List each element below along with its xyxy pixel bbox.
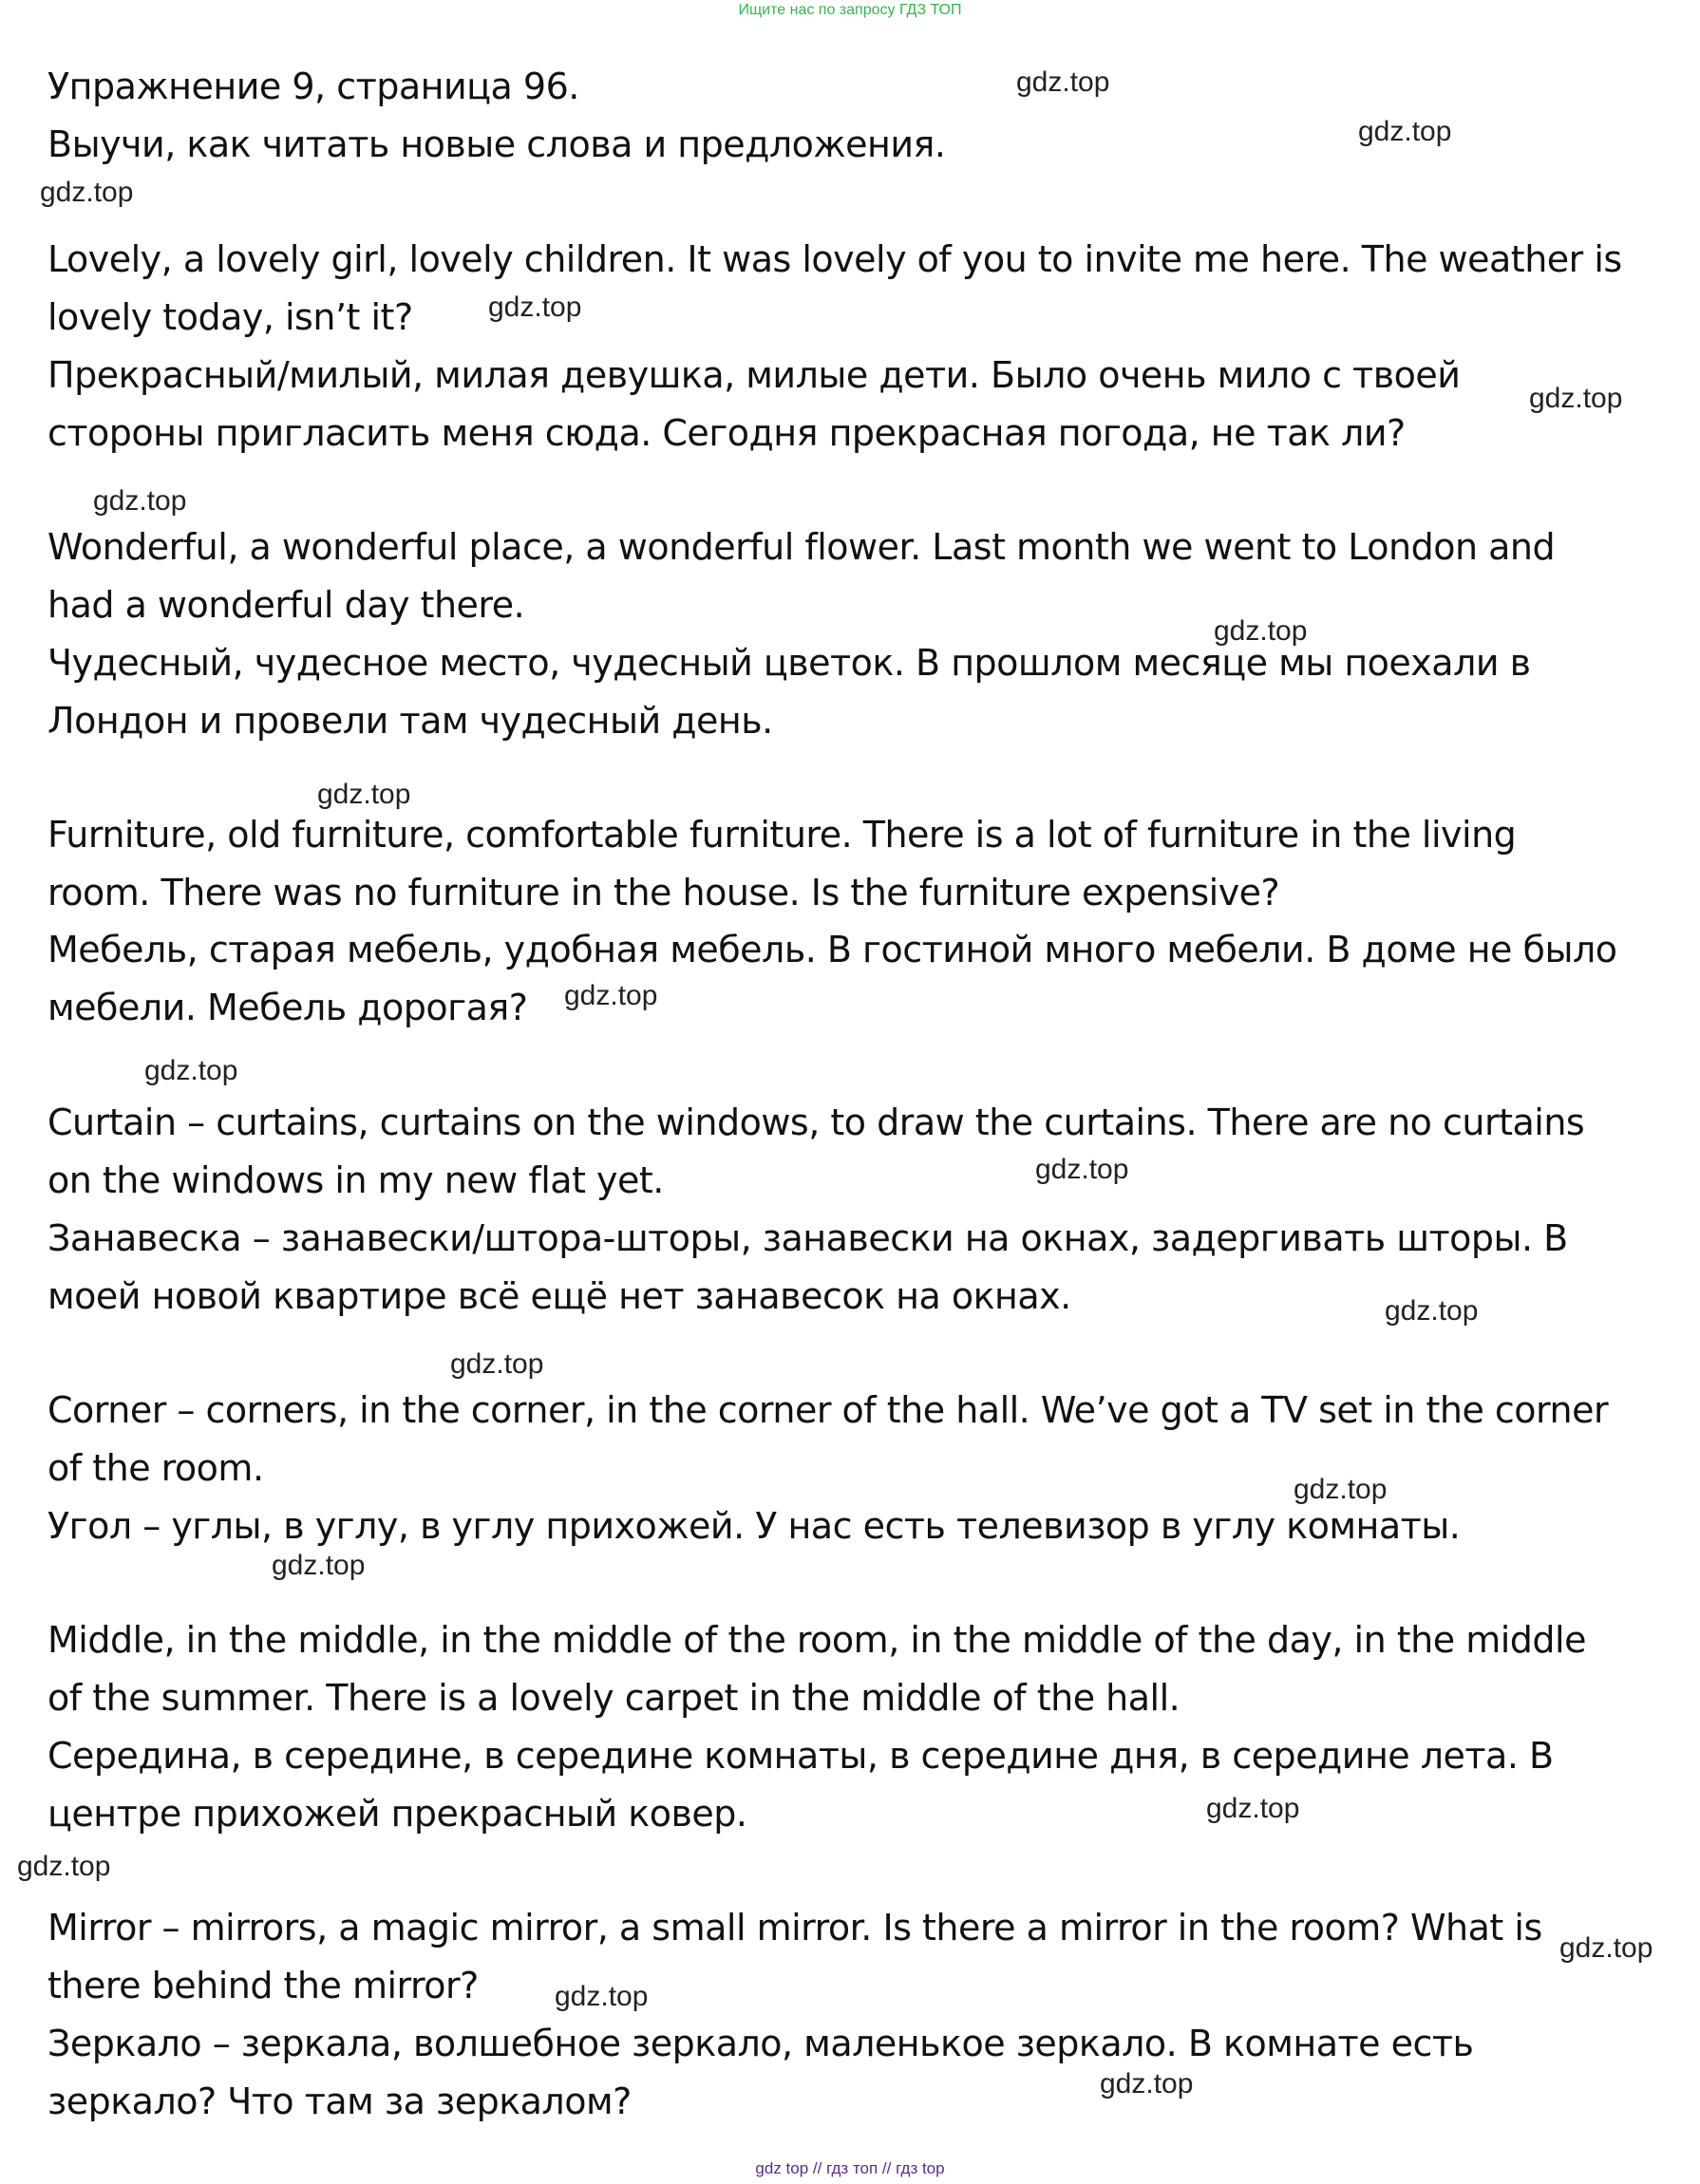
watermark: gdz.top xyxy=(17,1851,111,1882)
watermark: gdz.top xyxy=(1206,1793,1300,1824)
watermark: gdz.top xyxy=(488,292,582,323)
entry-furniture-en-line-1: Furniture, old furniture, comfortable furniture. There is a lot of furniture in the living xyxy=(47,814,1517,856)
watermark: gdz.top xyxy=(1385,1295,1479,1327)
entry-lovely-en-line-2: lovely today, isn’t it? xyxy=(47,296,413,338)
entry-furniture-ru-line-2: мебели. Мебель дорогая? xyxy=(47,987,528,1028)
watermark: gdz.top xyxy=(450,1348,544,1380)
watermark: gdz.top xyxy=(1035,1154,1129,1185)
entry-furniture-en-line-2: room. There was no furniture in the house. Is the furniture expensive? xyxy=(47,872,1280,913)
entry-lovely-en-line-1: Lovely, a lovely girl, lovely children. It was lovely of you to invite me here. The weather is xyxy=(47,238,1622,280)
entry-mirror-ru-line-2: зеркало? Что там за зеркалом? xyxy=(47,2080,632,2122)
entry-curtain-en-line-1: Curtain – curtains, curtains on the windows, to draw the curtains. There are no curtains xyxy=(47,1101,1585,1143)
bottom-footer: gdz top // гдз топ // гдз top xyxy=(755,2159,945,2177)
watermark: gdz.top xyxy=(93,485,187,517)
entry-curtain-en-line-2: on the windows in my new flat yet. xyxy=(47,1159,664,1201)
entry-middle-en-line-1: Middle, in the middle, in the middle of the room, in the middle of the day, in the middle xyxy=(47,1619,1586,1661)
entry-curtain-ru-line-1: Занавеска – занавески/штора-шторы, занавески на окнах, задергивать шторы. В xyxy=(47,1217,1568,1259)
watermark: gdz.top xyxy=(1100,2068,1194,2099)
watermark: gdz.top xyxy=(564,980,658,1011)
watermark: gdz.top xyxy=(40,177,134,208)
watermark: gdz.top xyxy=(1358,116,1452,147)
entry-lovely-ru-line-2: стороны пригласить меня сюда. Сегодня прекрасная погода, не так ли? xyxy=(47,412,1406,454)
watermark: gdz.top xyxy=(1016,66,1110,98)
entry-furniture-ru-line-1: Мебель, старая мебель, удобная мебель. В гостиной много мебели. В доме не было xyxy=(47,929,1617,970)
watermark: gdz.top xyxy=(555,1981,649,2012)
entry-mirror-en-line-1: Mirror – mirrors, a magic mirror, a small mirror. Is there a mirror in the room? What is xyxy=(47,1907,1542,1949)
entry-wonderful-ru-line-1: Чудесный, чудесное место, чудесный цветок. В прошлом месяце мы поехали в xyxy=(47,642,1531,684)
entry-curtain-ru-line-2: моей новой квартире всё ещё нет занавесок на окнах. xyxy=(47,1275,1071,1317)
entry-middle-en-line-2: of the summer. There is a lovely carpet in the middle of the hall. xyxy=(47,1677,1181,1719)
entry-middle-ru-line-1: Середина, в середине, в середине комнаты, в середине дня, в середине лета. В xyxy=(47,1735,1554,1777)
exercise-title: Упражнение 9, страница 96. xyxy=(47,66,579,107)
entry-corner-en-line-2: of the room. xyxy=(47,1447,264,1489)
top-banner: Ищите нас по запросу ГДЗ ТОП xyxy=(738,2,962,18)
entry-middle-ru-line-2: центре прихожей прекрасный ковер. xyxy=(47,1793,747,1835)
exercise-instruction: Выучи, как читать новые слова и предложения. xyxy=(47,123,946,165)
entry-mirror-ru-line-1: Зеркало – зеркала, волшебное зеркало, маленькое зеркало. В комнате есть xyxy=(47,2023,1474,2064)
entry-corner-ru-line-1: Угол – углы, в углу, в углу прихожей. У нас есть телевизор в углу комнаты. xyxy=(47,1505,1461,1547)
watermark: gdz.top xyxy=(1214,615,1308,647)
watermark: gdz.top xyxy=(1529,383,1623,414)
entry-wonderful-en-line-1: Wonderful, a wonderful place, a wonderful flower. Last month we went to London and xyxy=(47,526,1556,568)
entry-mirror-en-line-2: there behind the mirror? xyxy=(47,1965,479,2006)
entry-wonderful-en-line-2: had a wonderful day there. xyxy=(47,584,525,626)
watermark: gdz.top xyxy=(1559,1932,1653,1964)
entry-lovely-ru-line-1: Прекрасный/милый, милая девушка, милые дети. Было очень мило с твоей xyxy=(47,354,1461,396)
watermark: gdz.top xyxy=(272,1550,366,1581)
watermark: gdz.top xyxy=(1294,1474,1388,1505)
entry-wonderful-ru-line-2: Лондон и провели там чудесный день. xyxy=(47,700,773,742)
watermark: gdz.top xyxy=(144,1055,238,1086)
watermark: gdz.top xyxy=(317,779,411,810)
entry-corner-en-line-1: Corner – corners, in the corner, in the corner of the hall. We’ve got a TV set in the corner xyxy=(47,1389,1609,1431)
